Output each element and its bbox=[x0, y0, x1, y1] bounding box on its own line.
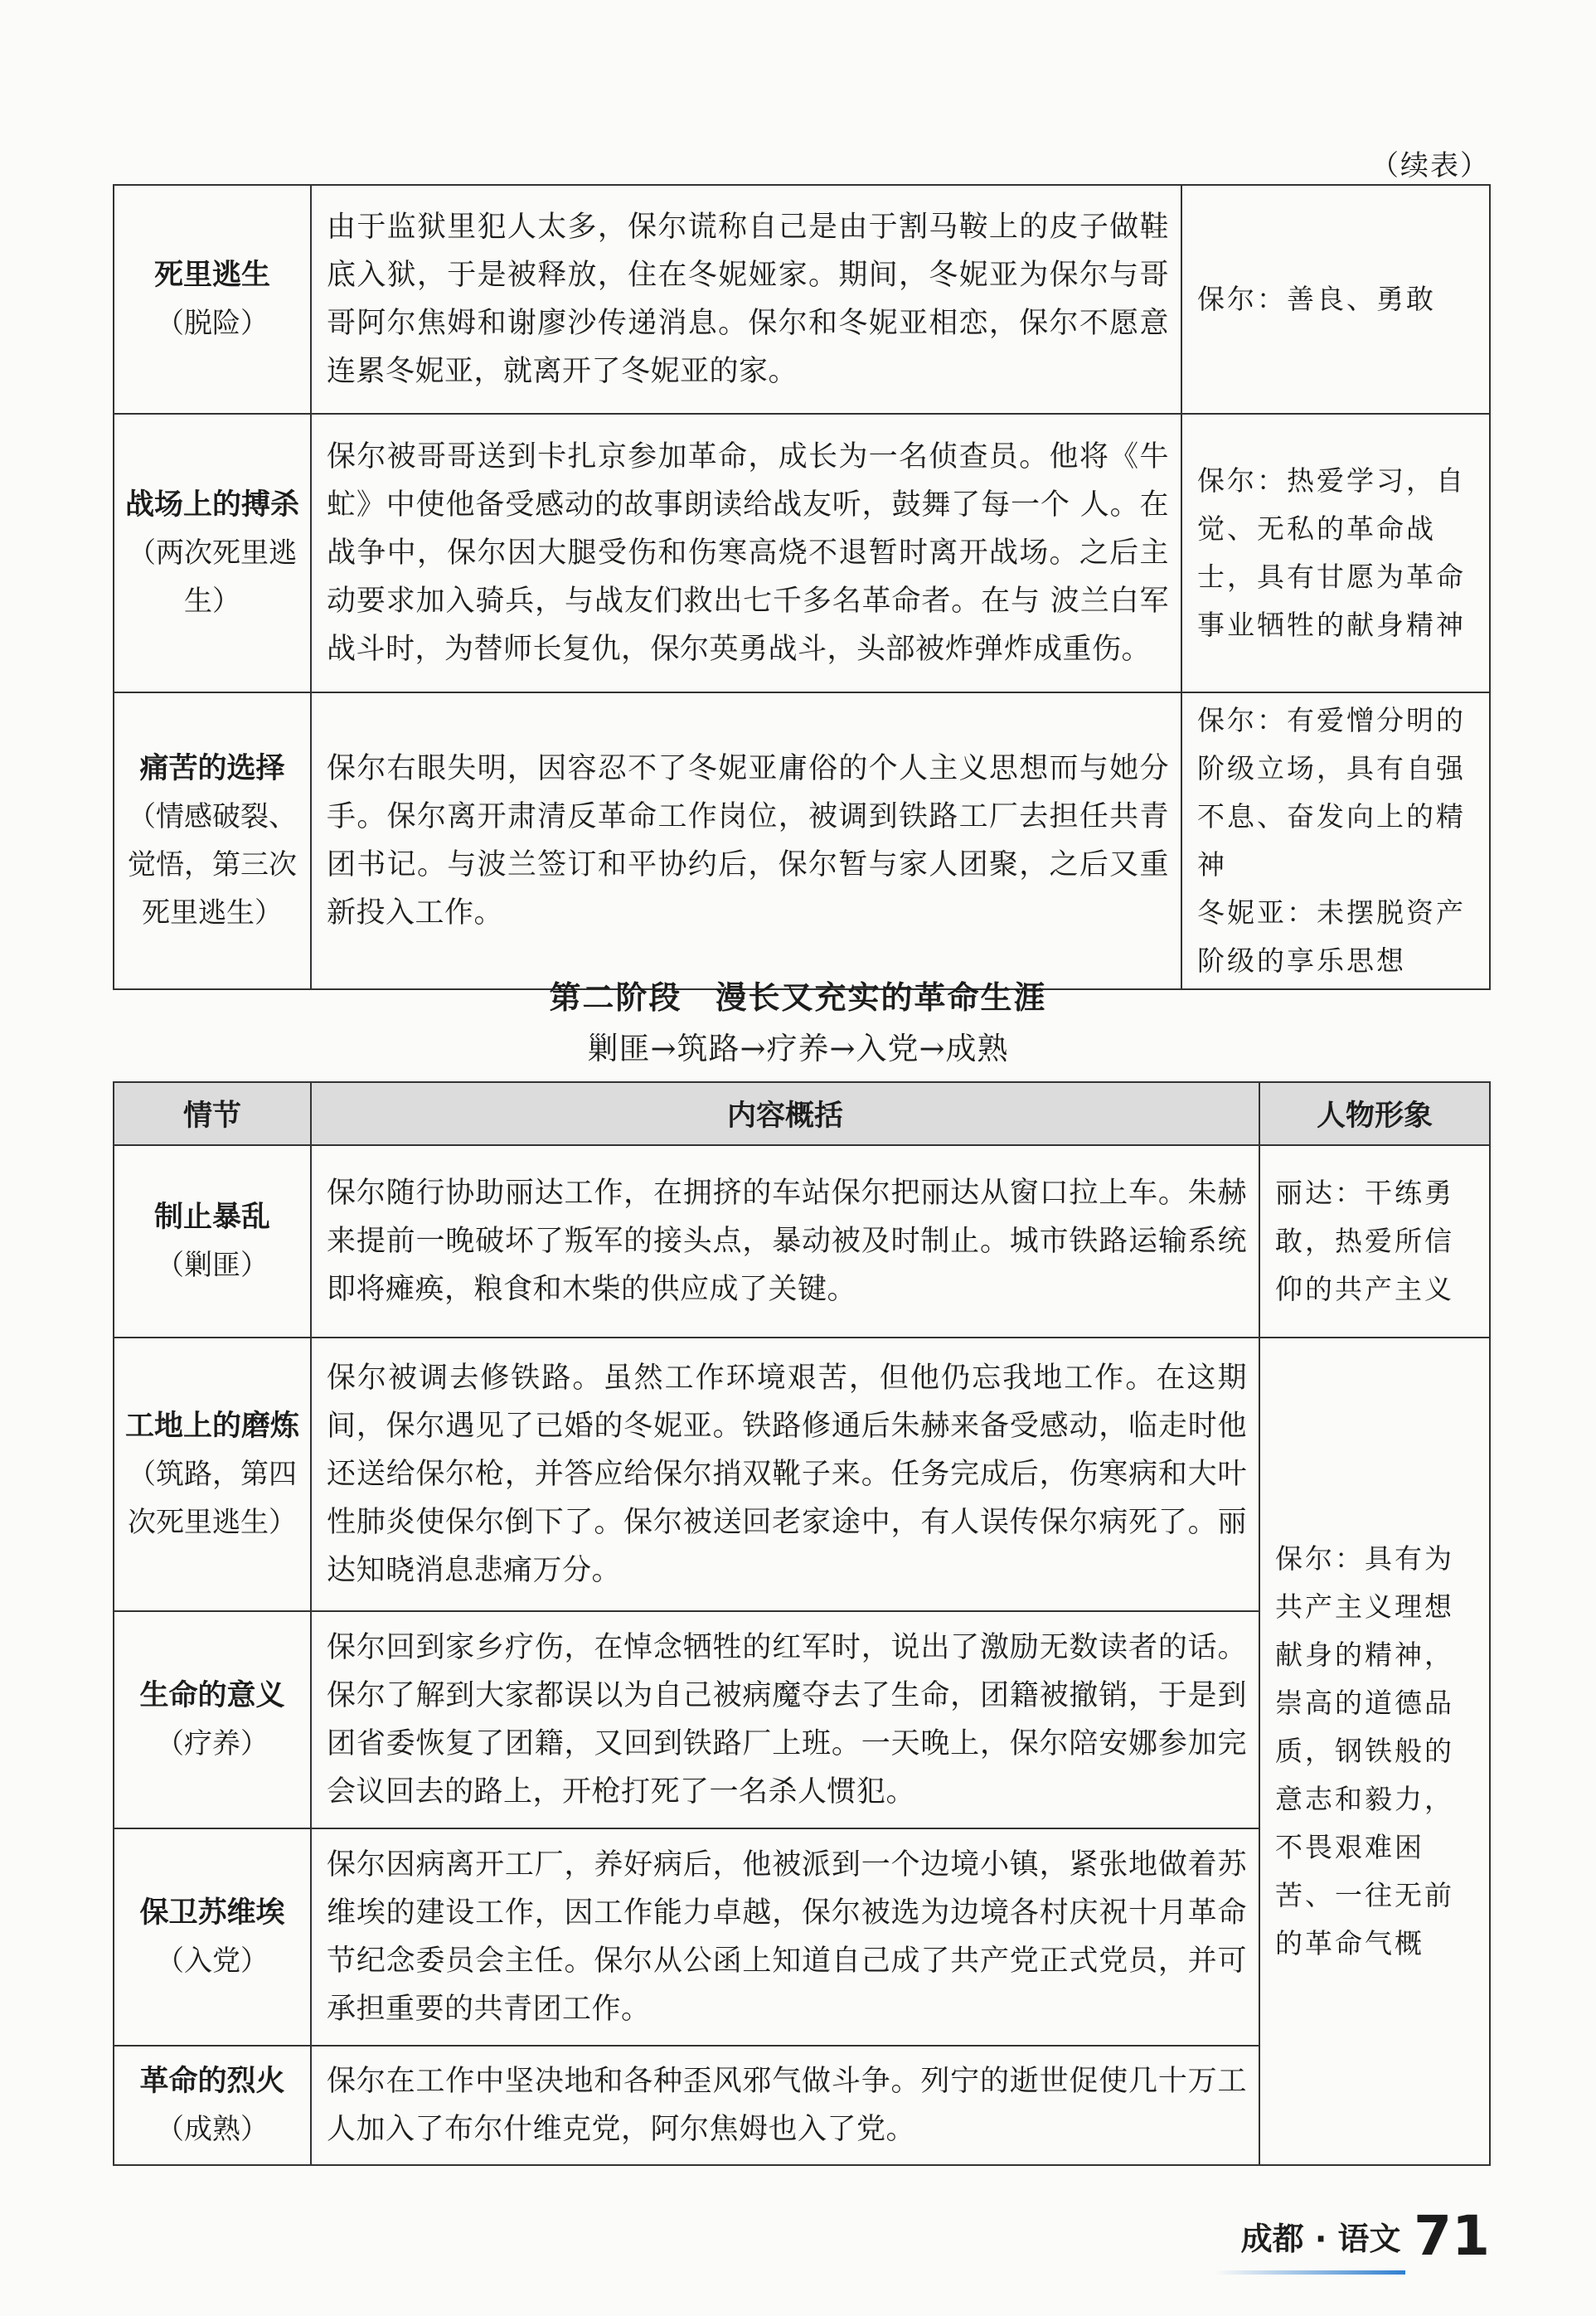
episode-title: 保卫苏维埃 bbox=[139, 1896, 285, 1930]
footer-accent-line bbox=[1215, 2270, 1405, 2275]
character-cell: 保尔：善良、勇敢 bbox=[1181, 185, 1490, 414]
episode-cell bbox=[114, 1145, 311, 1338]
table-row bbox=[114, 414, 1490, 692]
character-cell: 保尔：有爱憎分明的阶级立场，具有自强不息、奋发向上的精神 冬妮亚：未摆脱资产阶级的享乐思想 bbox=[1181, 692, 1490, 989]
episode-cell bbox=[114, 692, 311, 989]
table-row bbox=[114, 185, 1490, 414]
summary-cell: 保尔回到家乡疗伤，在悼念牺牲的红军时，说出了激励无数读者的话。保尔了解到大家都误以为自己被病魔夺去了生命，团籍被撤销，于是到团省委恢复了团籍，又回到铁路厂上班。一天晚上，保尔陪安娜参加完会议回去的路上，开枪打死了一名杀人惯犯。 bbox=[311, 1611, 1259, 1828]
episode-cell bbox=[114, 185, 311, 414]
character-cell: 保尔：热爱学习，自觉、无私的革命战士，具有甘愿为革命事业牺牲的献身精神 bbox=[1181, 414, 1490, 692]
page-number: 71 bbox=[1414, 2204, 1490, 2268]
summary-cell: 保尔在工作中坚决地和各种歪风邪气做斗争。列宁的逝世促使几十万工人加入了布尔什维克党，阿尔焦姆也入了党。 bbox=[311, 2046, 1259, 2165]
episode-cell bbox=[114, 414, 311, 692]
column-header-summary: 内容概括 bbox=[311, 1082, 1259, 1145]
episode-title: 死里逃生 bbox=[153, 259, 270, 292]
plot-table-stage1 bbox=[113, 184, 1491, 990]
summary-cell: 保尔因病离开工厂，养好病后，他被派到一个边境小镇，紧张地做着苏维埃的建设工作，因工作能力卓越，保尔被选为边境各村庆祝十月革命节纪念委员会主任。保尔从公函上知道自己成了共产党正式党员，并可承担重要的共青团工作。 bbox=[311, 1828, 1259, 2046]
episode-cell bbox=[114, 1611, 311, 1828]
stage-two-flow: 剿匪→筑路→疗养→入党→成熟 bbox=[587, 1031, 1009, 1066]
episode-title: 战场上的搏杀 bbox=[124, 488, 299, 522]
summary-cell: 由于监狱里犯人太多，保尔谎称自己是由于割马鞍上的皮子做鞋底入狱，于是被释放，住在冬妮娅家。期间，冬妮亚为保尔与哥哥阿尔焦姆和谢廖沙传递消息。保尔和冬妮亚相恋，保尔不愿意连累冬妮亚，就离开了冬妮亚的家。 bbox=[311, 185, 1181, 414]
episode-title: 革命的烈火 bbox=[139, 2065, 285, 2098]
episode-title: 痛苦的选择 bbox=[139, 752, 285, 785]
summary-cell: 保尔被调去修铁路。虽然工作环境艰苦，但他仍忘我地工作。在这期间，保尔遇见了已婚的冬妮亚。铁路修通后朱赫来备受感动，临走时他还送给保尔枪，并答应给保尔捎双靴子来。任务完成后，伤寒病和大叶性肺炎使保尔倒下了。保尔被送回老家途中，有人误传保尔病死了。丽达知晓消息悲痛万分。 bbox=[311, 1338, 1259, 1611]
episode-subtitle: （情感破裂、觉悟，第三次死里逃生） bbox=[128, 800, 297, 930]
book-label: 成都 · 语文 bbox=[1240, 2221, 1401, 2257]
episode-subtitle: （两次死里逃生） bbox=[128, 537, 297, 618]
continued-label: （续表） bbox=[1370, 149, 1490, 182]
episode-cell bbox=[114, 1828, 311, 2046]
episode-subtitle: （筑路，第四次死里逃生） bbox=[128, 1458, 297, 1539]
plot-table-stage2 bbox=[113, 1081, 1491, 2166]
episode-title: 生命的意义 bbox=[139, 1679, 285, 1712]
episode-title: 制止暴乱 bbox=[153, 1201, 270, 1234]
summary-cell: 保尔右眼失明，因容忍不了冬妮亚庸俗的个人主义思想而与她分手。保尔离开肃清反革命工作岗位，被调到铁路工厂去担任共青团书记。与波兰签订和平协约后，保尔暂与家人团聚，之后又重新投入工作。 bbox=[311, 692, 1181, 989]
table-row bbox=[114, 1338, 1490, 1611]
summary-cell: 保尔被哥哥送到卡扎京参加革命，成长为一名侦查员。他将《牛虻》中使他备受感动的故事朗读给战友听，鼓舞了每一个 人。在战争中，保尔因大腿受伤和伤寒高烧不退暂时离开战场。之后主动要求加入骑兵，与战友们救出七千多名革命者。在与 波兰白军战斗时，为替师长复仇，保尔英勇战斗，头部被炸弹炸成重伤。 bbox=[311, 414, 1181, 692]
character-cell: 丽达：干练勇敢，热爱所信仰的共产主义 bbox=[1259, 1145, 1490, 1338]
table-row bbox=[114, 692, 1490, 989]
column-header-character: 人物形象 bbox=[1259, 1082, 1490, 1145]
column-header-episode: 情节 bbox=[114, 1082, 311, 1145]
episode-subtitle: （入党） bbox=[156, 1945, 269, 1978]
episode-subtitle: （剿匪） bbox=[156, 1249, 269, 1282]
table-header-row bbox=[114, 1082, 1490, 1145]
character-cell: 保尔：具有为共产主义理想献身的精神，崇高的道德品质，钢铁般的意志和毅力，不畏艰难困苦、一往无前的革命气概 bbox=[1259, 1338, 1490, 2165]
episode-subtitle: （成熟） bbox=[156, 2113, 269, 2146]
page-footer bbox=[1241, 2204, 1490, 2268]
episode-title: 工地上的磨炼 bbox=[124, 1410, 299, 1443]
stage-two-title: 第二阶段 漫长又充实的革命生涯 bbox=[549, 979, 1047, 1016]
summary-cell: 保尔随行协助丽达工作，在拥挤的车站保尔把丽达从窗口拉上车。朱赫来提前一晚破坏了叛军的接头点，暴动被及时制止。城市铁路运输系统即将瘫痪，粮食和木柴的供应成了关键。 bbox=[311, 1145, 1259, 1338]
episode-subtitle: （脱险） bbox=[156, 307, 269, 340]
table-row bbox=[114, 1145, 1490, 1338]
episode-subtitle: （疗养） bbox=[156, 1727, 269, 1760]
episode-cell bbox=[114, 1338, 311, 1611]
episode-cell bbox=[114, 2046, 311, 2165]
